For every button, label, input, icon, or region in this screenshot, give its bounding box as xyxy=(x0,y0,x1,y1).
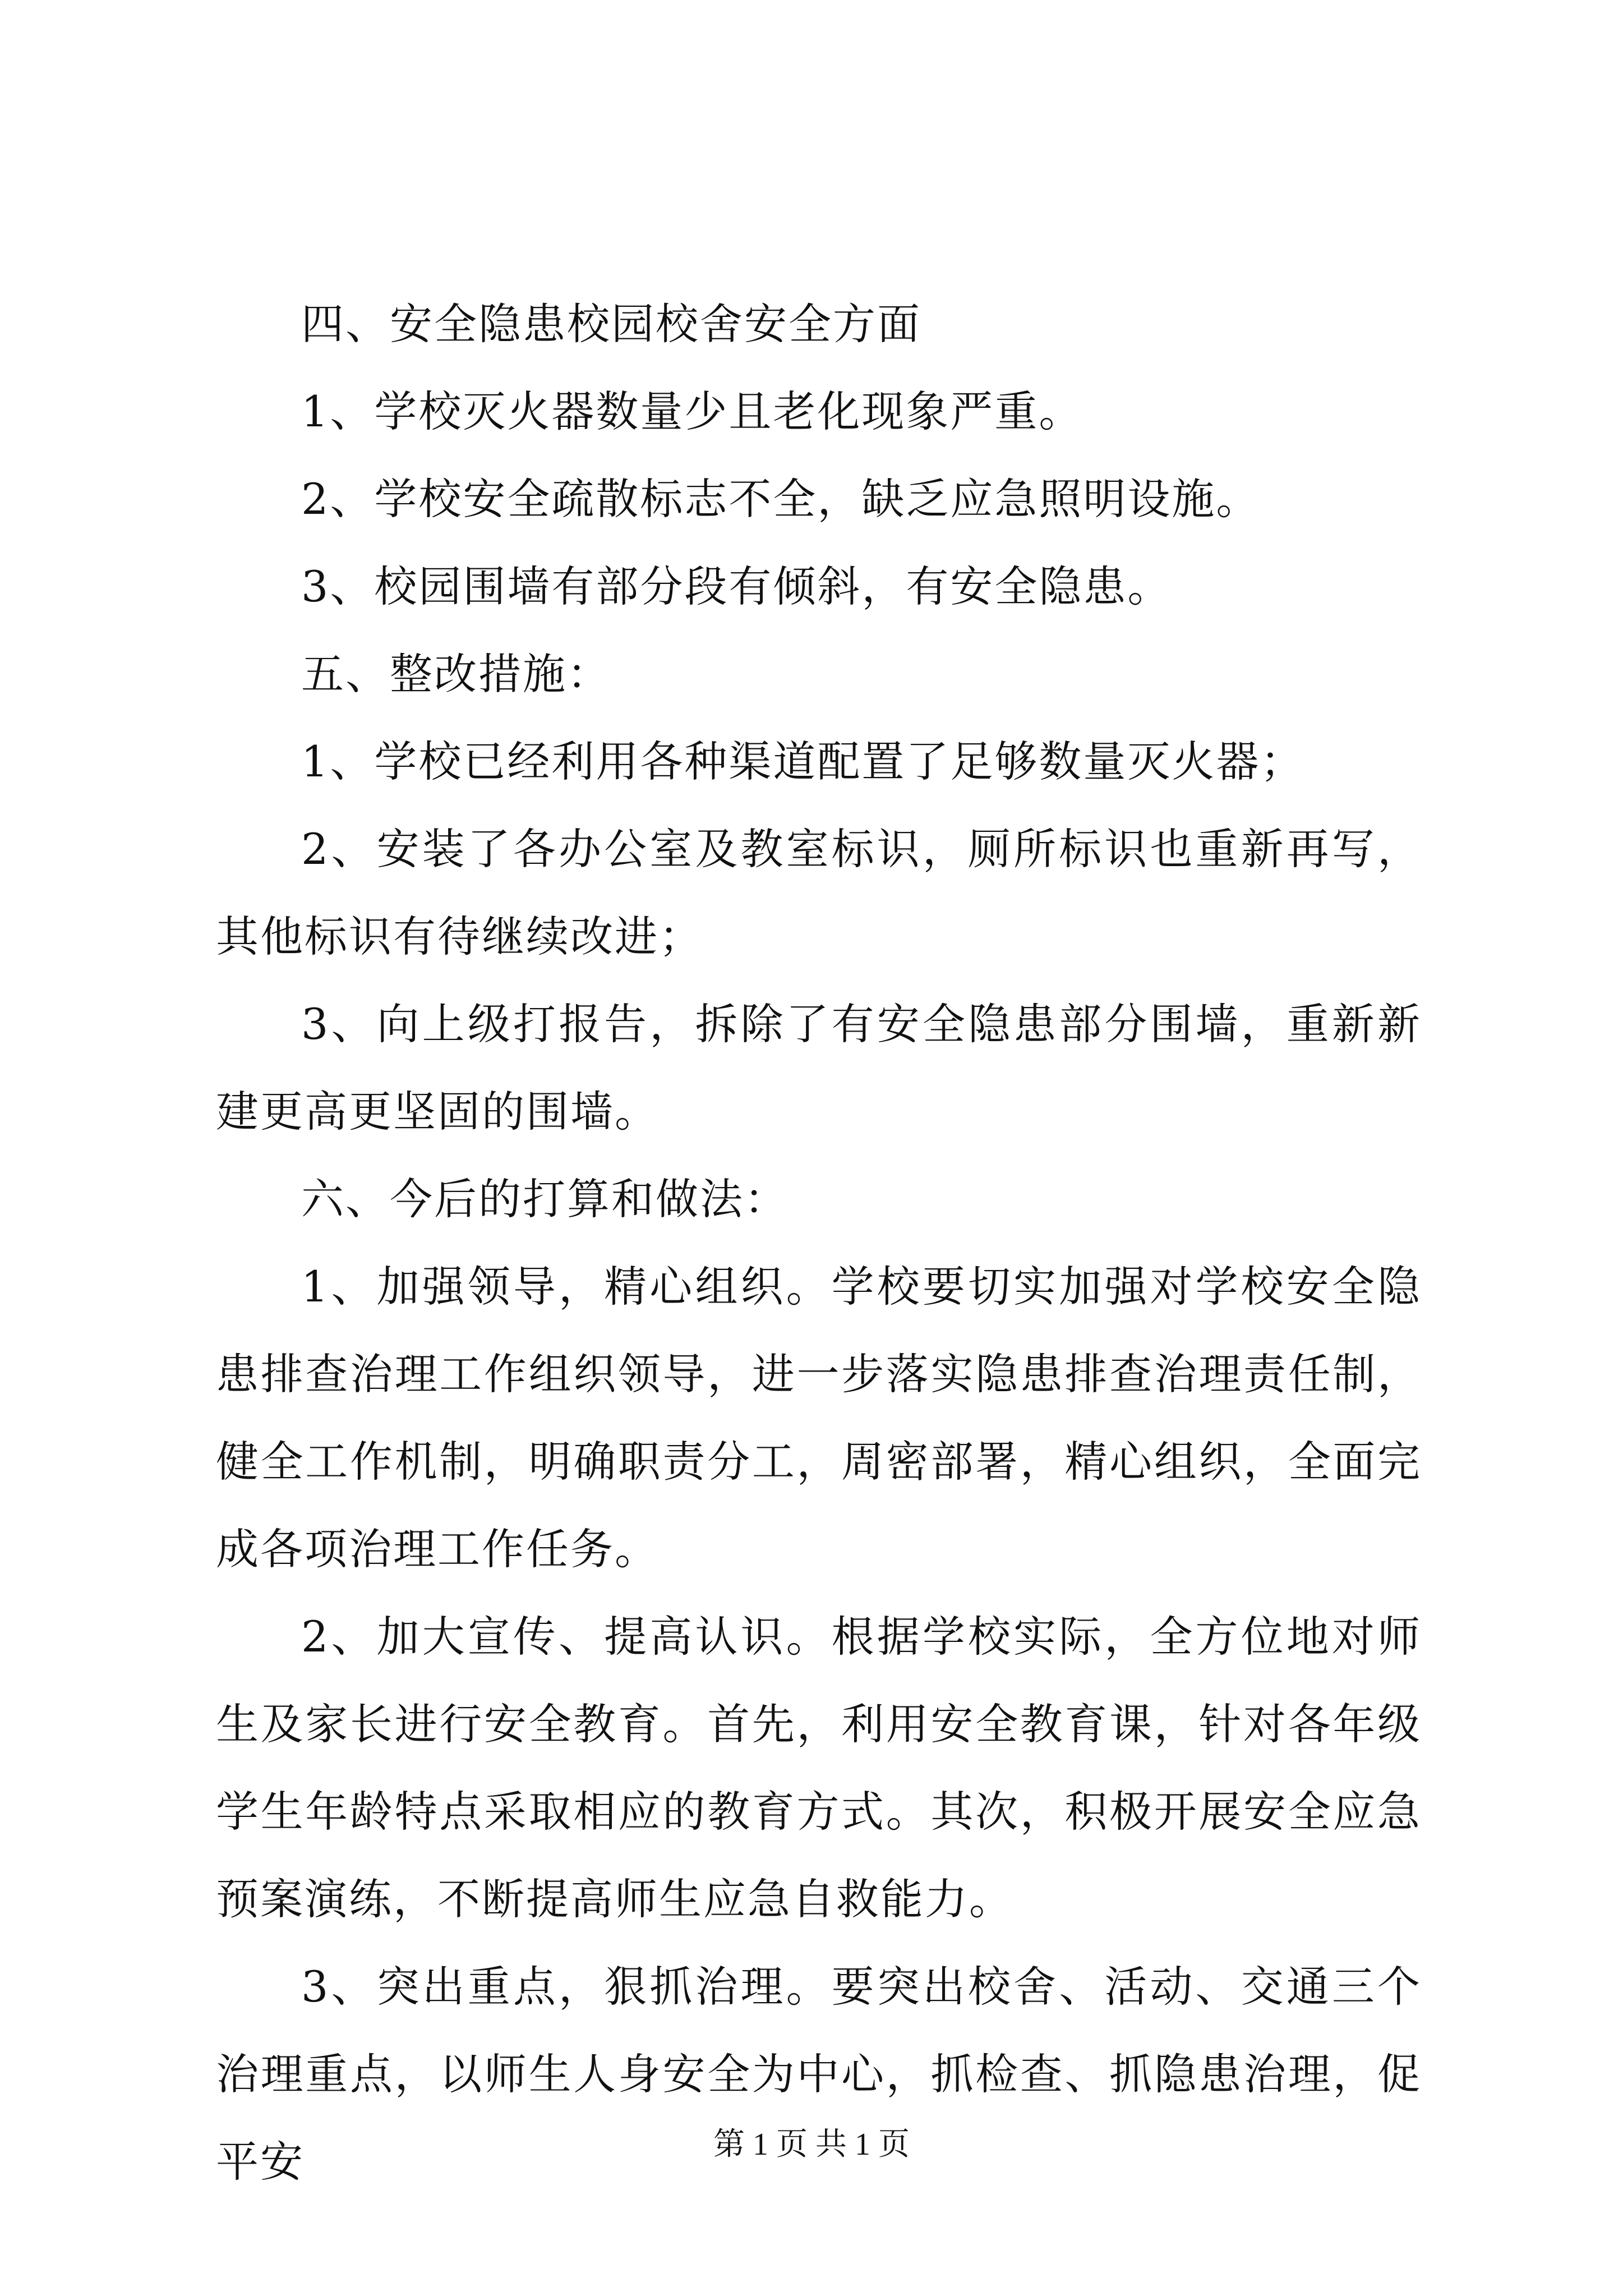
section-heading-future-plans: 六、今后的打算和做法： xyxy=(301,1174,789,1224)
list-item: 2、安装了各办公室及教室标识，厕所标识也重新再写，其他标识有待继续改进； xyxy=(216,824,1422,961)
document-body xyxy=(216,280,1422,2206)
section-heading-safety-hazards: 四、安全隐患校园校舍安全方面 xyxy=(301,299,921,349)
list-item: 1、学校已经利用各种渠道配置了足够数量灭火器； xyxy=(301,737,1305,786)
list-item: 3、校园围墙有部分段有倾斜，有安全隐患。 xyxy=(301,562,1172,611)
list-item: 3、向上级打报告，拆除了有安全隐患部分围墙，重新新建更高更坚固的围墙。 xyxy=(216,999,1422,1137)
list-item: 1、加强领导，精心组织。学校要切实加强对学校安全隐患排查治理工作组织领导，进一步落实隐患排查治理责任制，健全工作机制，明确职责分工，周密部署，精心组织，全面完成各项治理工作任务。 xyxy=(216,1262,1422,1574)
list-item: 2、学校安全疏散标志不全，缺乏应急照明设施。 xyxy=(301,474,1261,524)
section-heading-rectification: 五、整改措施： xyxy=(301,649,611,699)
list-item: 2、加大宣传、提高认识。根据学校实际，全方位地对师生及家长进行安全教育。首先，利用安全教育课，针对各年级学生年龄特点采取相应的教育方式。其次，积极开展安全应急预案演练，不断提高师生应急自救能力。 xyxy=(216,1612,1422,1924)
list-item: 3、突出重点，狠抓治理。要突出校舍、活动、交通三个治理重点，以师生人身安全为中心，抓检查、抓隐患治理，促平安 xyxy=(216,1962,1422,2187)
list-item: 1、学校灭火器数量少且老化现象严重。 xyxy=(301,386,1083,436)
page-footer: 第 1 页 共 1 页 xyxy=(713,2127,910,2162)
